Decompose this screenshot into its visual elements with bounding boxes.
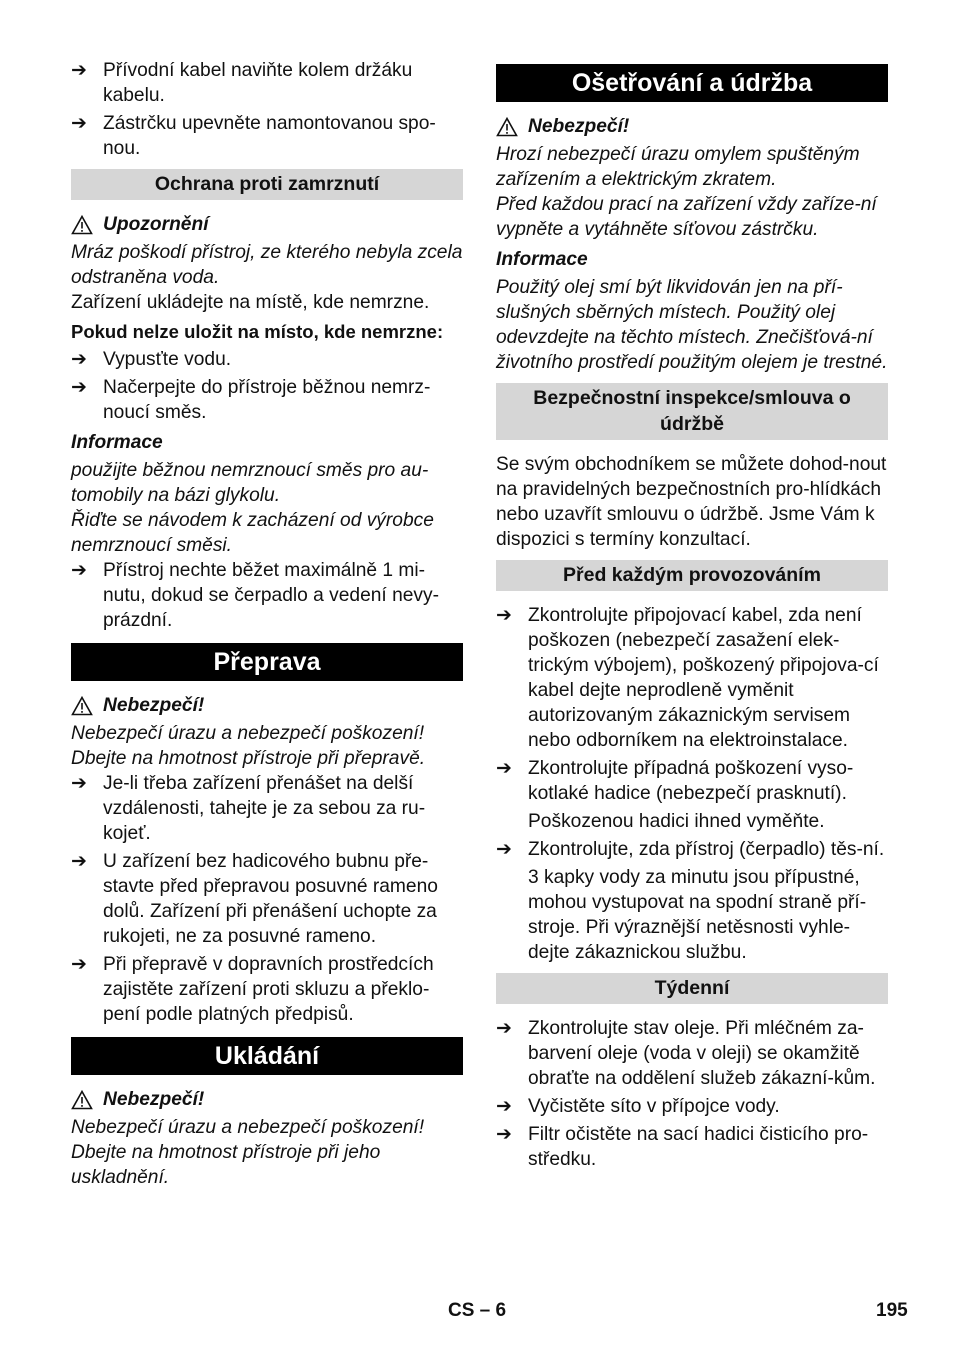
section-heading-storage: Ukládání	[71, 1037, 463, 1075]
danger-text: Nebezpečí úrazu a nebezpečí poškození! Dbejte na hmotnost přístroje při jeho uskladnění.	[71, 1117, 425, 1188]
list-item: ➔ Načerpejte do přístroje běžnou nemrz-noucí směs.	[71, 377, 431, 423]
danger-heading: Nebezpečí!	[496, 114, 888, 139]
list-item: ➔ U zařízení bez hadicového bubnu pře-stavte před přepravou posuvné rameno dolů. Zařízení při přenášení uchopte za rukojeti, ne za posuvné rameno.	[71, 851, 438, 947]
list-note: Poškozenou hadici ihned vyměňte.	[528, 811, 825, 832]
danger-text: Hrozí nebezpečí úrazu omylem spuštěným zařízením a elektrickým zkratem.	[496, 144, 860, 190]
warning-triangle-icon	[71, 696, 93, 716]
danger-text: Nebezpečí úrazu a nebezpečí poškození! Dbejte na hmotnost přístroje při přepravě.	[71, 723, 426, 769]
arrow-right-icon: ➔	[496, 839, 512, 860]
danger-heading: Nebezpečí!	[71, 693, 463, 718]
list-item: ➔ Přívodní kabel naviňte kolem držáku kabelu.	[71, 60, 413, 106]
list-item: ➔ Zkontrolujte stav oleje. Při mléčném za-barvení oleje (voda v oleji) se okamžitě obraťte na oddělení služeb zákazní-kům.	[496, 1018, 876, 1089]
info-heading: Informace	[71, 432, 163, 453]
arrow-right-icon: ➔	[71, 113, 87, 134]
caution-heading: Upozornění	[71, 212, 463, 237]
list-item: ➔ Zkontrolujte připojovací kabel, zda není poškozen (nebezpečí zasažení elek-trickým výbojem), poškozený připojova-cí kabel dejte neprodleně vyměnit autorizovaným zákaznickým servisem nebo odborníkem na elektroinstalace.	[496, 605, 879, 751]
list-item: ➔ Přístroj nechte běžet maximálně 1 mi-nutu, dokud se čerpadlo a vedení nevy-prázdní.	[71, 560, 440, 631]
list-item: ➔ Zkontrolujte, zda přístroj (čerpadlo) těs-ní.	[496, 839, 885, 860]
section-heading-before-operation: Před každým provozováním	[496, 560, 888, 591]
caution-text: Mráz poškodí přístroj, ze kterého nebyla zcela odstraněna voda.	[71, 242, 463, 288]
section-heading-transport: Přeprava	[71, 643, 463, 681]
danger-text: Před každou prací na zařízení vždy zaříze-ní vypněte a vytáhněte síťovou zástrčku.	[496, 194, 877, 240]
list-item: ➔ Vyčistěte síto v přípojce vody.	[496, 1096, 780, 1117]
danger-heading: Nebezpečí!	[71, 1087, 463, 1112]
list-item: ➔ Při přepravě v dopravních prostředcích zajistěte zařízení proti skluzu a překlo-pení podle platných předpisů.	[71, 954, 434, 1025]
arrow-right-icon: ➔	[496, 758, 512, 779]
arrow-right-icon: ➔	[71, 773, 87, 794]
right-column	[496, 64, 888, 1175]
section-heading-weekly: Týdenní	[496, 973, 888, 1004]
info-heading: Informace	[496, 249, 588, 270]
info-text: použijte běžnou nemrznoucí směs pro au-tomobily na bázi glykolu.	[71, 460, 429, 506]
arrow-right-icon: ➔	[496, 1124, 512, 1145]
info-text: Řiďte se návodem k zacházení od výrobce nemrznoucí směsi.	[71, 510, 434, 556]
list-item: ➔ Zástrčku upevněte namontovanou spo-nou.	[71, 113, 436, 159]
arrow-right-icon: ➔	[496, 605, 512, 626]
arrow-right-icon: ➔	[71, 560, 87, 581]
list-note: 3 kapky vody za minutu jsou přípustné, mohou vystupovat na spodní straně pří-stroje. Při výraznější netěsnosti vyhle-dejte zákaznickou službu.	[528, 867, 867, 963]
footer-language-code: CS – 6	[448, 1300, 507, 1321]
arrow-right-icon: ➔	[71, 954, 87, 975]
list-item: ➔ Vypusťte vodu.	[71, 349, 232, 370]
arrow-right-icon: ➔	[496, 1018, 512, 1039]
warning-triangle-icon	[496, 117, 518, 137]
subheading: Pokud nelze uložit na místo, kde nemrzne:	[71, 321, 444, 342]
list-item: ➔ Je-li třeba zařízení přenášet na delší vzdálenosti, tahejte je za sebou za ru-kojeť.	[71, 773, 426, 844]
store-sentence: Zařízení ukládejte na místě, kde nemrzne.	[71, 292, 430, 313]
list-item: ➔ Zkontrolujte případná poškození vyso-kotlaké hadice (nebezpečí prasknutí).	[496, 758, 854, 804]
section-heading-care: Ošetřování a údržba	[496, 64, 888, 102]
arrow-right-icon: ➔	[71, 851, 87, 872]
section-heading-inspection: Bezpečnostní inspekce/smlouva o údržbě	[496, 383, 888, 440]
warning-triangle-icon	[71, 1090, 93, 1110]
warning-triangle-icon	[71, 215, 93, 235]
arrow-right-icon: ➔	[496, 1096, 512, 1117]
arrow-right-icon: ➔	[71, 377, 87, 398]
list-item: ➔ Filtr očistěte na sací hadici čisticího pro-středku.	[496, 1124, 869, 1170]
arrow-right-icon: ➔	[71, 60, 87, 81]
left-column	[71, 58, 463, 1190]
section-heading-frost: Ochrana proti zamrznutí	[71, 169, 463, 200]
info-text: Použitý olej smí být likvidován jen na pří-slušných sběrných místech. Použitý olej odevzdejte na těchto místech. Znečišťová-ní životního prostředí použitým olejem je trestné.	[496, 277, 888, 373]
inspection-text: Se svým obchodníkem se můžete dohod-nout na pravidelných bezpečnostních pro-hlídkách nebo uzavřít smlouvu o údržbě. Jsme Vám k dispozici s termíny konzultací.	[496, 454, 887, 550]
arrow-right-icon: ➔	[71, 349, 87, 370]
page-number: 195	[876, 1300, 908, 1321]
